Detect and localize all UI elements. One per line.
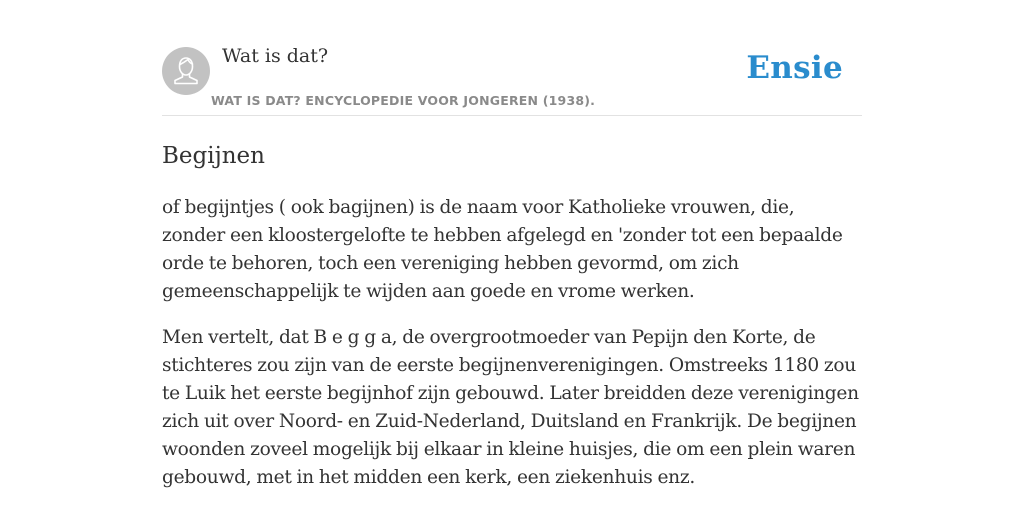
article-title: Begijnen (162, 143, 265, 169)
article-paragraph: Men vertelt, dat B e g g a, de overgrootmoeder van Pepijn den Korte, de stichteres zou zijn van de eerste begijnenverenigingen. Omstreeks 1180 zou te Luik het eerste begijnhof zijn gebouwd. Later breidden deze verenigingen zich uit over Noord- en Zuid-Nederland, Duitsland en Frankrijk. De begijnen woonden zoveel mogelijk bij elkaar in kleine huisjes, die om een plein waren gebouwd, met in het midden een kerk, een ziekenhuis enz. (162, 327, 859, 488)
source-subtitle[interactable]: WAT IS DAT? ENCYCLOPEDIE VOOR JONGEREN (1938). (211, 93, 596, 108)
content-column (162, 0, 862, 492)
source-header (162, 0, 862, 116)
brand-logo[interactable]: Ensie (746, 50, 843, 86)
source-avatar[interactable] (162, 47, 210, 95)
user-silhouette-icon (162, 47, 210, 95)
source-title[interactable]: Wat is dat? (222, 45, 329, 67)
article-paragraph: of begijntjes ( ook bagijnen) is de naam voor Katholieke vrouwen, die, zonder een kloostergelofte te hebben afgelegd en 'zonder tot een bepaalde orde te behoren, toch een vereniging hebben gevormd, om zich gemeenschappelijk te wijden aan goede en vrome werken. (162, 197, 843, 302)
